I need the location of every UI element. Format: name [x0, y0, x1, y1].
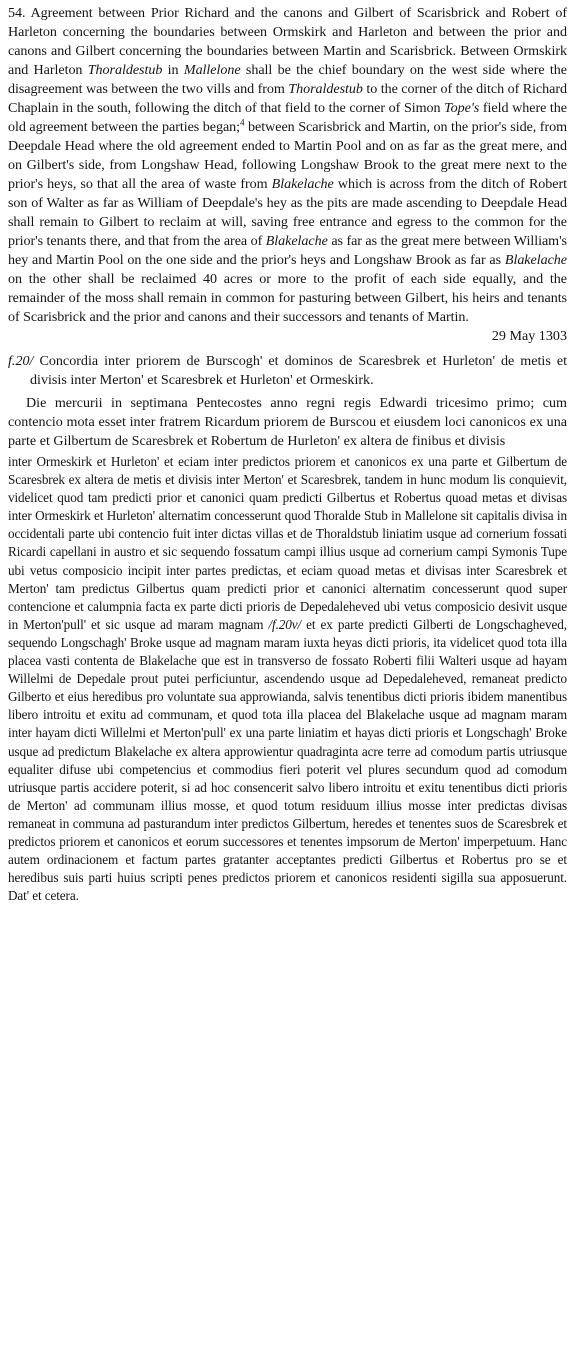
- latin-body-text-part-2: et ex parte predicti Gilberti de Longschagheved, sequendo Longschagh' Broke usque ad magnam maram iuxta heyas dicti prioris, ita videlicet quod tota illa placea vasti contenta de Blakelache que est in transverso de fossato Roberti filii Walteri usque ad hayam Willelmi de Depedale prout putei perficiuntur, ascendendo usque ad Depedaleheved, remaneat predicto Gilberto et eius heredibus pro voluntate sua approwianda, salvis tenentibus dicti prioris ibidem manentibus libero introitu et exitu ad communam, et quod tota illa placea del Blakelache usque ad magnam maram inter hayam dicti Willelmi et Merton'pull' ex una parte liniatim et hayas dicti prioris et Longschagh' Broke usque ad predictum Blakelache ex altera approwientur quadraginta acre terre ad comodum partis utriusque equaliter difuse ubi competencius et commodius fieri poterit vel plures secundum quod ad comodum utriusque partis accidere poterit, si ad hoc consencerit salvo libero introitu et exitu tenentibus dicti prioris de Merton' ad communam illius mosse, et quod totum residuum illius mosse inter predictas divisas remaneat in communa ad pasturandum inter predictos Gilbertum, heredes et tenentes suos de Scaresbrek et predictos priorem et canonicos et eorum successores et tenentes impsorum de Merton' imperpetuum. Hanc autem ordinacionem et factum partes gratanter acceptantes predicti Gilbertus et Robertus pro se et heredibus suis parti huius scripti penes predictos priorem et canonicos residenti sigilla sua apposuerunt. Dat' et cetera.: [8, 616, 567, 904]
- english-text-segment: which is across from the ditch of Robert son of Walter as far as William of Deepdale's hey as the pits are made ascending to Deepdale Head shall remain to Gilbert to reclaim at will, saving free entrance and egress to the common for the prior's tenants there, and that from the area of: [8, 176, 568, 249]
- english-text-segment: to the corner of the ditch of Richard Chaplain in the south, following the ditch of that field to the corner of Simon: [8, 81, 567, 116]
- italic-place-name: Blakelache: [271, 176, 334, 192]
- footnote-marker: 4: [240, 117, 245, 128]
- italic-place-name: Blakelache: [504, 252, 567, 268]
- italic-place-name: Mallelone: [183, 62, 241, 78]
- english-text-segment: in: [162, 62, 184, 78]
- italic-place-name: Tope's: [444, 100, 480, 116]
- italic-place-name: Thoraldestub: [87, 62, 163, 78]
- english-text-segment: field where the old agreement between the parties began;: [8, 100, 568, 135]
- latin-body-paragraph: [8, 453, 567, 905]
- italic-place-name: Thoraldestub: [288, 81, 363, 97]
- latin-opening-paragraph: Die mercurii in septimana Pentecostes anno regni regis Edwardi tricesimo primo; cum contencio mota esset inter fratrem Ricardum priorem de Burscou et eiusdem loci canonicos ex una parte et Gilbertum de Scaresbrek et Robertum de Hurleton' ex altera de finibus et divisis: [8, 395, 567, 449]
- latin-heading-text: Concordia inter priorem de Burscogh' et dominos de Scaresbrek et Hurleton' de metis et divisis inter Merton' et Scaresbrek et Hurleton' et Ormeskirk.: [30, 353, 567, 388]
- english-text-segment: between Scarisbrick and Martin, on the prior's side, from Deepdale Head where the old agreement ended to Martin Pool and on as far as the great mere, and on Gilbert's side, from Longshaw Head, following Longshaw Brook to the great mere next to the prior's heys, so that all the area of waste from: [8, 119, 567, 192]
- latin-heading: [8, 352, 567, 390]
- italic-place-name: Blakelache: [265, 233, 328, 249]
- english-text-segment: 54. Agreement between Prior Richard and the canons and Gilbert of Scarisbrick and Robert of Harleton concerning the boundaries between Ormskirk and Harleton and between the prior and canons and Gilbert concerning the boundaries between Martin and Scarisbrick. Between Ormskirk and Harleton: [8, 5, 567, 78]
- folio-reference-verso: /f.20v/: [268, 616, 302, 632]
- english-text-segment: as far as the great mere between William's hey and Martin Pool on the one side and the prior's heys and Longshaw Brook as far as: [8, 233, 567, 268]
- english-text-segment: on the other shall be reclaimed 40 acres or more to the profit of each side equally, and the remainder of the moss shall remain in common for pasturing between Gilbert, his heirs and tenants of Scarisbrick and the prior and canons and their successors and tenants of Martin.: [8, 271, 567, 325]
- english-text-segment: shall be the chief boundary on the west side where the disagreement was between the two vills and from: [8, 62, 568, 97]
- latin-body-text-part-1: inter Ormeskirk et Hurleton' et eciam inter predictos priorem et canonicos ex una parte et Gilbertum de Scaresbrek ex altera de metis et divisis inter Merton' et Scaresbrek, tandem in hunc modum lis conquievit, videlicet quod tam predicti prior et canonici quam predicti Gilbertus et Robertus quoad metas et divisas inter Ormeskirk et Hurleton' alternatim concesserunt quod Thoralde Stub in Mallelone sit capitalis divisa in occidentali parte ubi contencio fuit inter dictas villas et de Thoraldstub liniatim usque ad cornerium fossati Ricardi capellani in austro et sic sequendo fossatum campi illius usque ad cornerium campi Symonis Tupe ubi vetus composicio incipit inter partes predictas, et eciam quoad metas et divisas inter Scaresbrek et Merton' tam predictus Gilbertus quam predicti prior et canonici alternatim concesserunt quod super contencione et calumpnia facta ex parte dicti prioris de Depedaleheved ubi vetus composicio desivit usque in Merton'pull' et sic usque ad maram magnam: [8, 454, 567, 632]
- english-summary-paragraph: [8, 4, 567, 327]
- folio-reference: f.20/: [8, 353, 34, 369]
- charter-date: 29 May 1303: [491, 328, 567, 344]
